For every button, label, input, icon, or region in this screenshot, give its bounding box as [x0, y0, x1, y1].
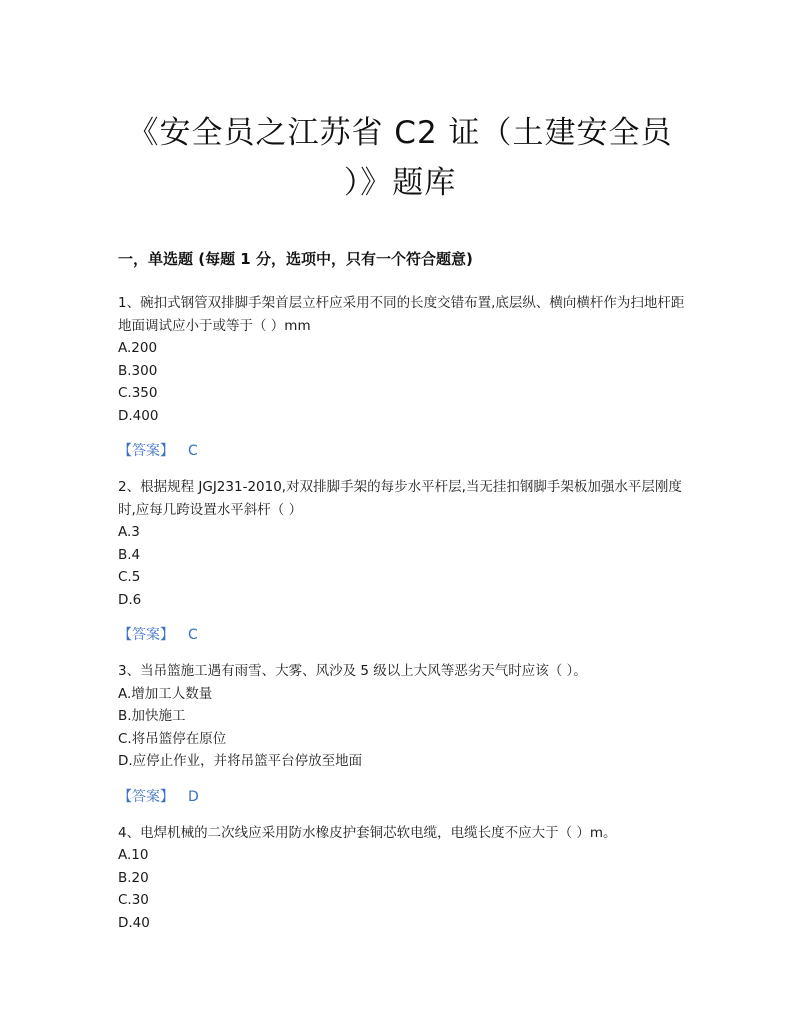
option-c: C.350	[118, 385, 158, 401]
title-line-1: 《安全员之江苏省 C2 证（土建安全员	[127, 115, 673, 151]
question-text: 3、当吊篮施工遇有雨雪、大雾、风沙及 5 级以上大风等恶劣天气时应该（ ）。	[118, 663, 587, 679]
section-heading: 一，单选题 (每题 1 分，选项中，只有一个符合题意)	[118, 250, 473, 268]
option-c: C.30	[118, 892, 149, 908]
option-a: A.200	[118, 340, 158, 356]
option-a: A.3	[118, 524, 140, 540]
title-line-2: ）》题库	[343, 165, 457, 201]
answer-line	[118, 786, 688, 808]
question-2	[118, 476, 688, 646]
question-list	[118, 292, 688, 948]
question-1	[118, 292, 688, 462]
option-c: C.5	[118, 569, 141, 585]
option-d: D.40	[118, 914, 150, 931]
option-a: A.10	[118, 847, 149, 863]
answer-label: 【答案】	[118, 788, 174, 805]
question-3	[118, 660, 688, 808]
answer-label: 【答案】	[118, 627, 174, 643]
option-d: D.400	[118, 407, 159, 424]
answer-label: 【答案】	[118, 443, 174, 459]
option-c: C.将吊篮停在原位	[118, 730, 227, 747]
option-d: D.6	[118, 591, 142, 608]
answer-value: C	[188, 627, 198, 643]
question-text: 1、碗扣式钢管双排脚手架首层立杆应采用不同的长度交错布置,底层纵、横向横杆作为扫地杆距地面调试应小于或等于（ ）mm	[118, 295, 685, 334]
question-text: 2、根据规程 JGJ231-2010,对双排脚手架的每步水平杆层,当无挂扣钢脚手架板加强水平层刚度时,应每几跨设置水平斜杆（ ）	[118, 479, 682, 518]
option-a: A.增加工人数量	[118, 685, 213, 702]
answer-line	[118, 440, 688, 462]
option-b: B.4	[118, 546, 141, 563]
option-b: B.300	[118, 362, 158, 379]
question-text: 4、电焊机械的二次线应采用防水橡皮护套铜芯软电缆，电缆长度不应大于（ ）m。	[118, 824, 617, 841]
option-d: D.应停止作业，并将吊篮平台停放至地面	[118, 753, 363, 769]
answer-value: C	[188, 443, 198, 459]
question-4	[118, 822, 688, 935]
document-title	[110, 108, 690, 208]
answer-line	[118, 624, 688, 646]
answer-value: D	[188, 788, 199, 805]
option-b: B.20	[118, 869, 149, 886]
option-b: B.加快施工	[118, 708, 186, 724]
